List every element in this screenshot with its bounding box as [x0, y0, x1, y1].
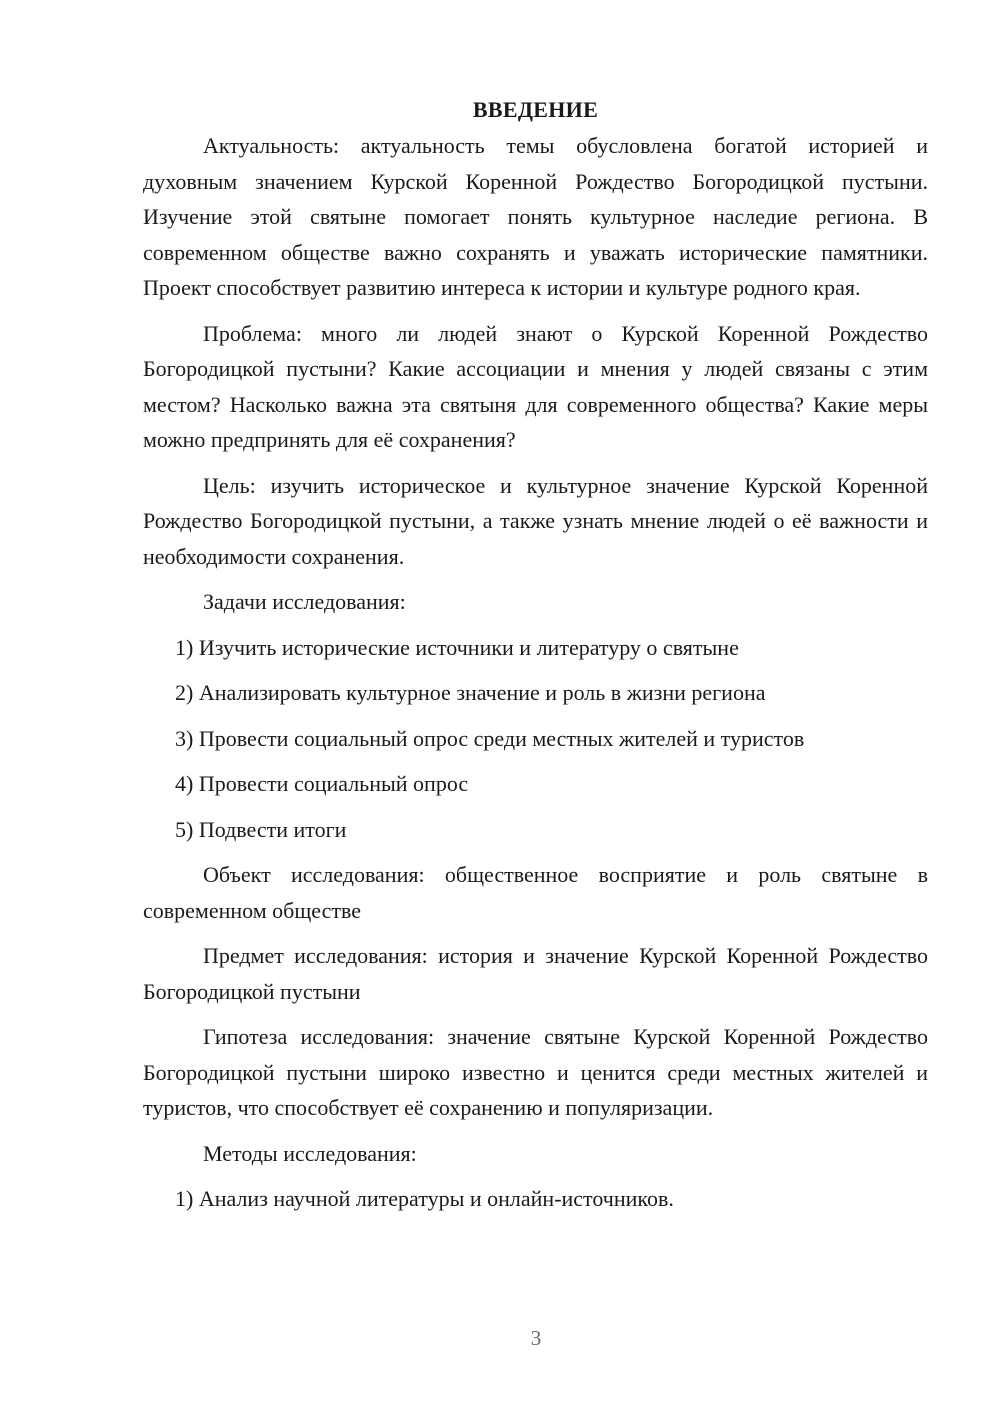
subject-paragraph: Предмет исследования: история и значение Курской Коренной Рождество Богородицкой пустыни	[143, 943, 928, 1004]
tasks-list	[143, 630, 928, 848]
method-item: 1) Анализ научной литературы и онлайн-источников.	[175, 1186, 674, 1211]
problem-paragraph: Проблема: много ли людей знают о Курской Коренной Рождество Богородицкой пустыни? Какие ассоциации и мнения у людей связаны с этим местом? Насколько важна эта святыня для современного общества? Какие меры можно предпринять для её сохранения?	[143, 320, 928, 452]
page-number: 3	[530, 1326, 542, 1350]
methods-list	[143, 1181, 928, 1217]
section-heading: ВВЕДЕНИЕ	[472, 97, 599, 122]
tasks-label: Задачи исследования:	[203, 589, 406, 614]
task-item: 1) Изучить исторические источники и литературу о святыне	[175, 634, 739, 660]
task-item: 5) Подвести итоги	[175, 816, 347, 842]
task-item: 3) Провести социальный опрос среди местных жителей и туристов	[175, 725, 805, 751]
relevance-paragraph: Актуальность: актуальность темы обусловлена богатой историей и духовным значением Курской Коренной Рождество Богородицкой пустыни. Изучение этой святыне помогает понять культурное наследие региона. В современном обществе важно сохранять и уважать исторические памятники. Проект способствует развитию интереса к истории и культуре родного края.	[143, 133, 928, 300]
task-item: 4) Провести социальный опрос	[175, 771, 469, 796]
hypothesis-paragraph: Гипотеза исследования: значение святыне Курской Коренной Рождество Богородицкой пустыни широко известно и ценится среди местных жителей и туристов, что способствует её сохранению и популяризации.	[143, 1024, 928, 1120]
object-paragraph: Объект исследования: общественное восприятие и роль святыне в современном обществе	[143, 862, 928, 923]
task-item: 2) Анализировать культурное значение и роль в жизни региона	[175, 680, 766, 705]
methods-label: Методы исследования:	[203, 1140, 417, 1166]
goal-paragraph: Цель: изучить историческое и культурное значение Курской Коренной Рождество Богородицкой пустыни, а также узнать мнение людей о её важности и необходимости сохранения.	[143, 472, 928, 569]
document-page	[143, 92, 928, 1227]
